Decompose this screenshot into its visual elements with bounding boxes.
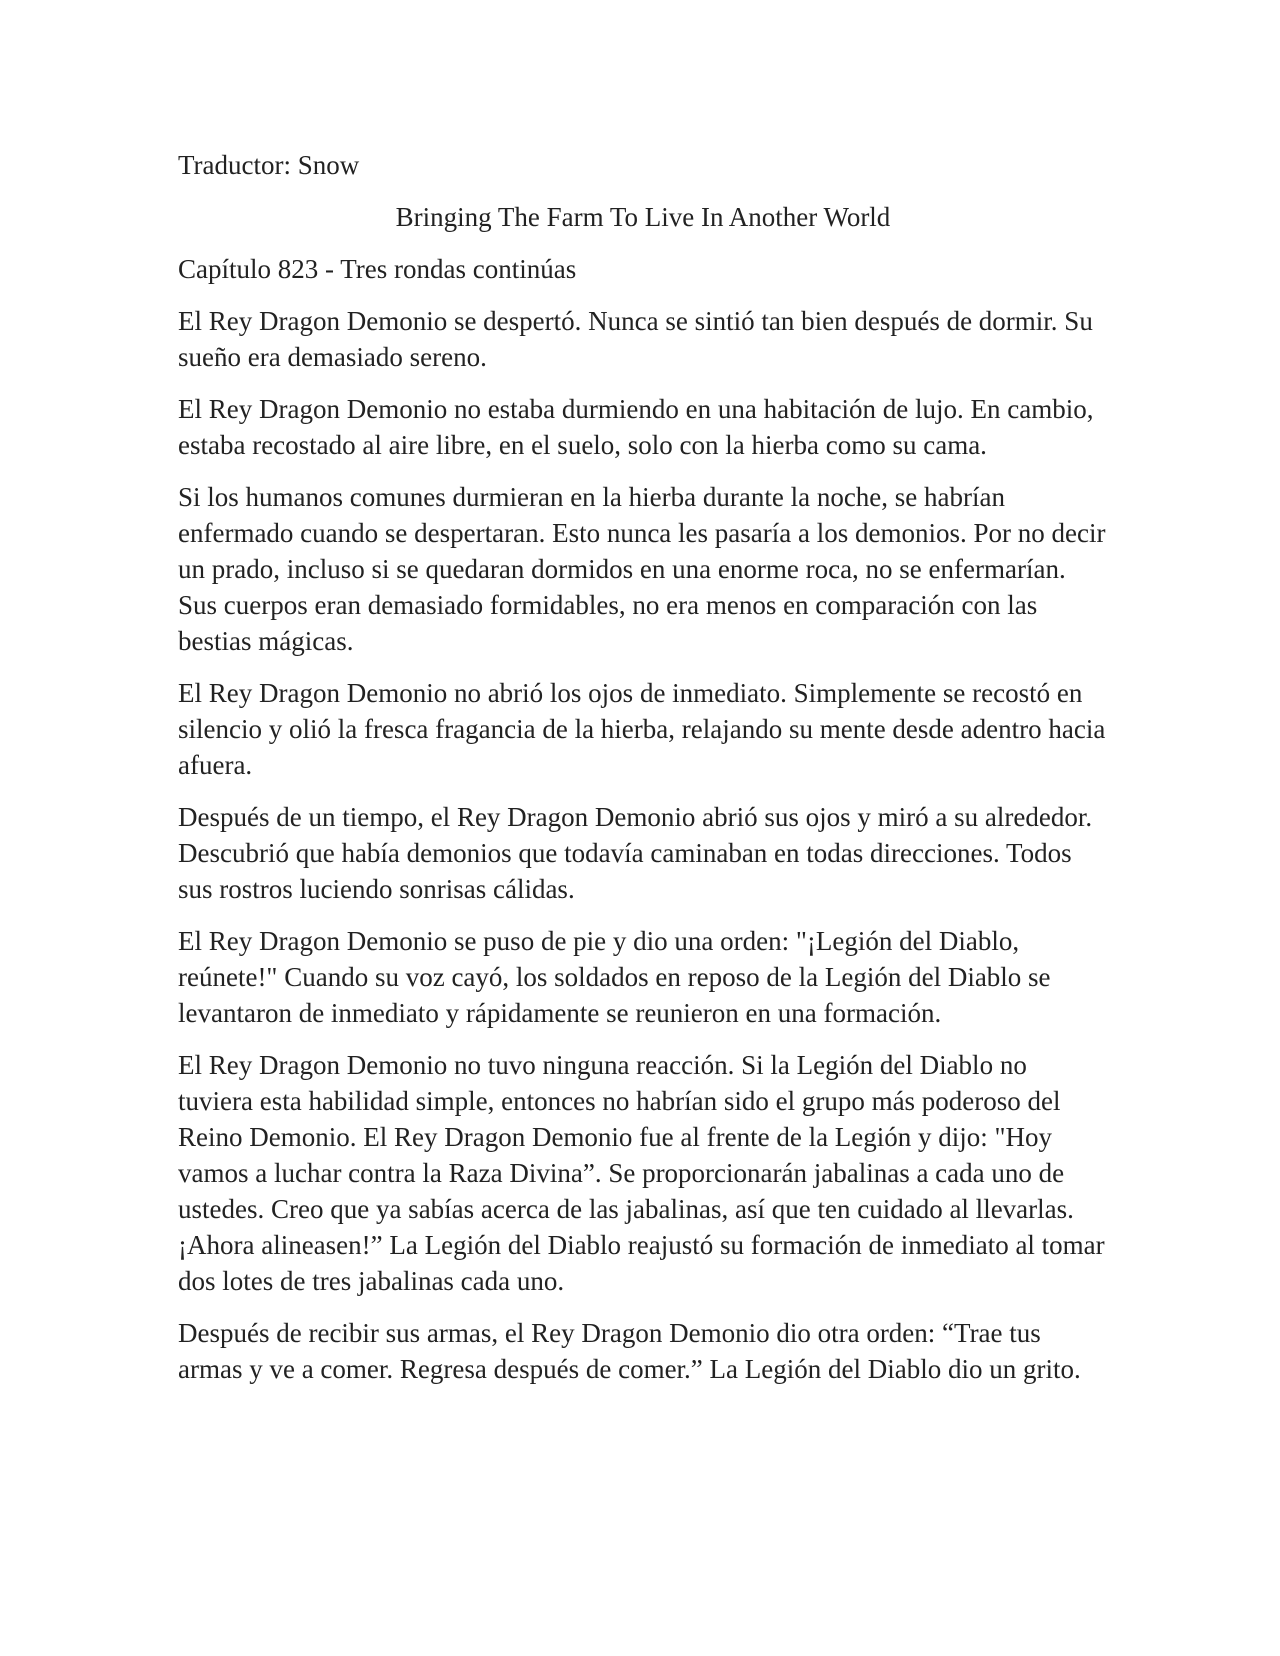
translator-credit: Traductor: Snow — [178, 150, 360, 180]
paragraph: Después de recibir sus armas, el Rey Dragon Demonio dio otra orden: “Trae tus armas y ve a comer. Regresa después de comer.” La Legión del Diablo dio un grito. — [178, 1318, 1081, 1384]
chapter-heading: Capítulo 823 - Tres rondas continúas — [178, 254, 577, 284]
paragraph: El Rey Dragon Demonio no estaba durmiendo en una habitación de lujo. En cambio, estaba recostado al aire libre, en el suelo, solo con la hierba como su cama. — [178, 394, 1094, 460]
novel-title: Bringing The Farm To Live In Another World — [395, 202, 891, 232]
paragraph: El Rey Dragon Demonio se despertó. Nunca se sintió tan bien después de dormir. Su sueño era demasiado sereno. — [178, 306, 1093, 372]
paragraph: El Rey Dragon Demonio se puso de pie y dio una orden: "¡Legión del Diablo, reúnete!" Cuando su voz cayó, los soldados en reposo de la Legión del Diablo se levantaron de inmediato y rápidamente se reunieron en una formación. — [178, 926, 1051, 1028]
document-body — [178, 147, 1108, 1403]
paragraph: Si los humanos comunes durmieran en la hierba durante la noche, se habrían enfermado cuando se despertaran. Esto nunca les pasaría a los demonios. Por no decir un prado, incluso si se quedaran dormidos en una enorme roca, no se enfermarían. Sus cuerpos eran demasiado formidables, no era menos en comparación con las bestias mágicas. — [178, 482, 1106, 656]
paragraph: El Rey Dragon Demonio no tuvo ninguna reacción. Si la Legión del Diablo no tuviera esta habilidad simple, entonces no habrían sido el grupo más poderoso del Reino Demonio. El Rey Dragon Demonio fue al frente de la Legión y dijo: "Hoy vamos a luchar contra la Raza Divina”. Se proporcionarán jabalinas a cada uno de ustedes. Creo que ya sabías acerca de las jabalinas, así que ten cuidado al llevarlas. ¡Ahora alineasen!” La Legión del Diablo reajustó su formación de inmediato al tomar dos lotes de tres jabalinas cada uno. — [178, 1050, 1105, 1296]
paragraph: Después de un tiempo, el Rey Dragon Demonio abrió sus ojos y miró a su alrededor. Descubrió que había demonios que todavía caminaban en todas direcciones. Todos sus rostros luciendo sonrisas cálidas. — [178, 802, 1093, 904]
paragraph: El Rey Dragon Demonio no abrió los ojos de inmediato. Simplemente se recostó en silencio y olió la fresca fragancia de la hierba, relajando su mente desde adentro hacia afuera. — [178, 678, 1106, 780]
